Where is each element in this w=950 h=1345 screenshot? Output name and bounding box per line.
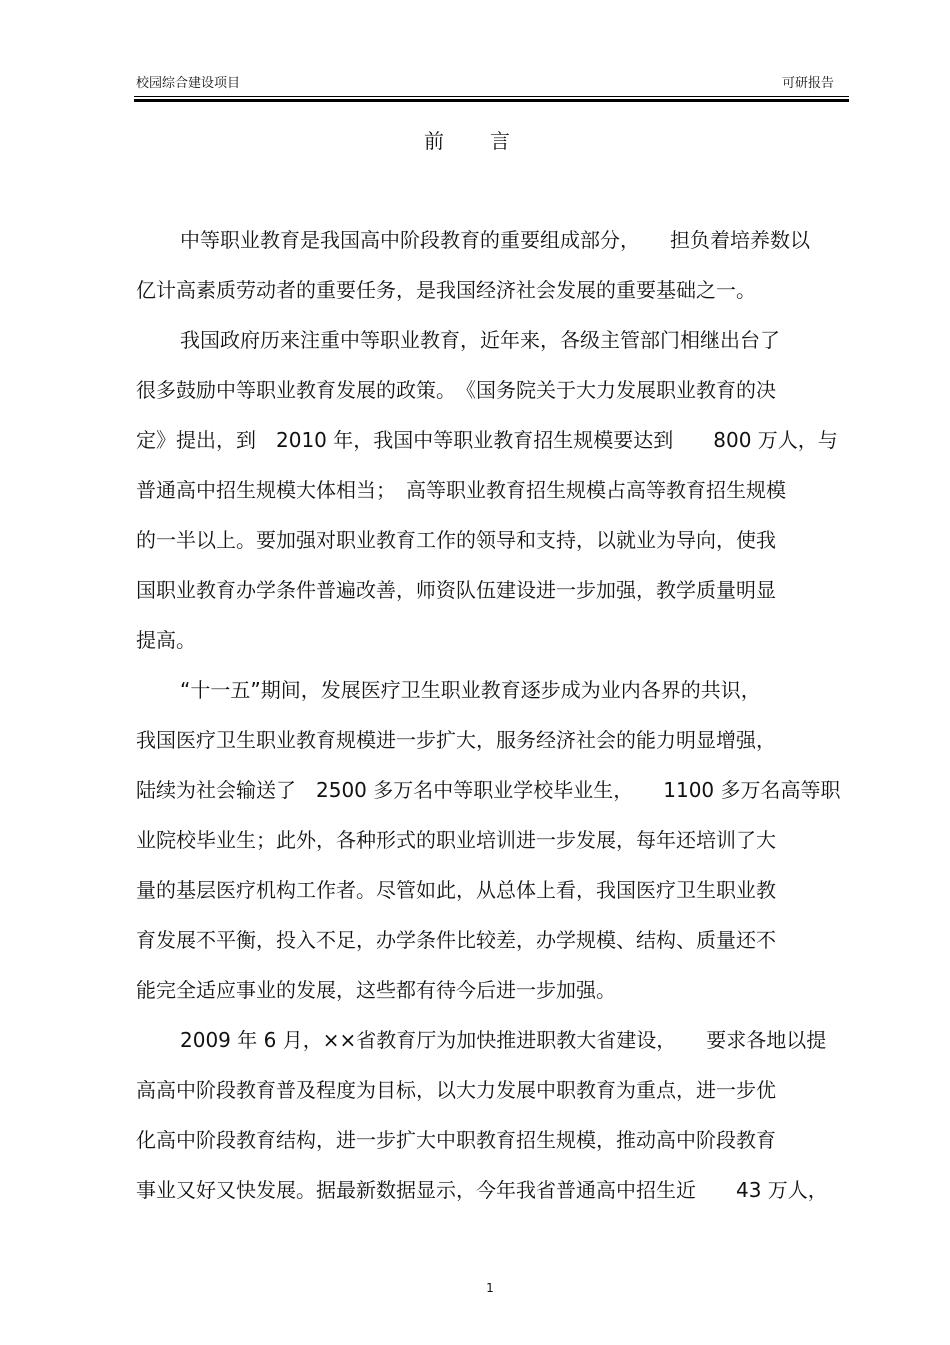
text-line: 化高中阶段教育结构，进一步扩大中职教育招生规模，推动高中阶段教育 xyxy=(136,1128,776,1152)
body-text xyxy=(136,222,848,1222)
text-line: 亿计高素质劳动者的重要任务，是我国经济社会发展的重要基础之一。 xyxy=(136,278,756,302)
text-line: 量的基层医疗机构工作者。尽管如此，从总体上看，我国医疗卫生职业教 xyxy=(136,878,776,902)
text-line: 我国政府历来注重中等职业教育，近年来，各级主管部门相继出台了 xyxy=(180,328,780,352)
text-line: 高高中阶段教育普及程度为目标，以大力发展中职教育为重点，进一步优 xyxy=(136,1078,776,1102)
paragraph-2 xyxy=(136,322,848,672)
header-rule-thin xyxy=(134,96,849,97)
text-line: 很多鼓励中等职业教育发展的政策。 《国务院关于大力发展职业教育的决 xyxy=(136,378,776,402)
text-line: 事业又好又快发展。据最新数据显示，今年我省普通高中招生近 43 万人， xyxy=(136,1178,828,1202)
text-line: 陆续为社会输送了 2500 多万名中等职业学校毕业生， 1100 多万名高等职 xyxy=(136,778,841,802)
text-line: 能完全适应事业的发展，这些都有待今后进一步加强。 xyxy=(136,978,616,1002)
text-line: 业院校毕业生；此外，各种形式的职业培训进一步发展，每年还培训了大 xyxy=(136,828,776,852)
text-line: 提高。 xyxy=(136,628,196,652)
header-project-name: 校园综合建设项目 xyxy=(136,76,241,91)
text-line: 定》提出，到 2010 年，我国中等职业教育招生规模要达到 800 万人，与 xyxy=(136,428,838,452)
header-document-type: 可研报告 xyxy=(781,76,834,91)
paragraph-3 xyxy=(136,672,848,1022)
paragraph-4 xyxy=(136,1022,848,1222)
text-line: 的一半以上。要加强对职业教育工作的领导和支持，以就业为导向，使我 xyxy=(136,528,776,552)
page-title: 前言 xyxy=(424,129,556,153)
page-number: 1 xyxy=(486,1281,494,1295)
paragraph-1 xyxy=(136,222,848,322)
text-line: 国职业教育办学条件普遍改善，师资队伍建设进一步加强，教学质量明显 xyxy=(136,578,776,602)
text-line: 育发展不平衡，投入不足，办学条件比较差，办学规模、结构、质量还不 xyxy=(136,928,776,952)
text-line: 我国医疗卫生职业教育规模进一步扩大，服务经济社会的能力明显增强， xyxy=(136,728,776,752)
text-line: “十一五”期间，发展医疗卫生职业教育逐步成为业内各界的共识， xyxy=(180,678,761,702)
text-line: 2009 年 6 月，××省教育厅为加快推进职教大省建设， 要求各地以提 xyxy=(180,1028,827,1052)
text-line: 普通高中招生规模大体相当； 高等职业教育招生规模占高等教育招生规模 xyxy=(136,478,786,502)
header-rule-thick xyxy=(134,99,849,102)
text-line: 中等职业教育是我国高中阶段教育的重要组成部分， 担负着培养数以 xyxy=(180,228,810,252)
